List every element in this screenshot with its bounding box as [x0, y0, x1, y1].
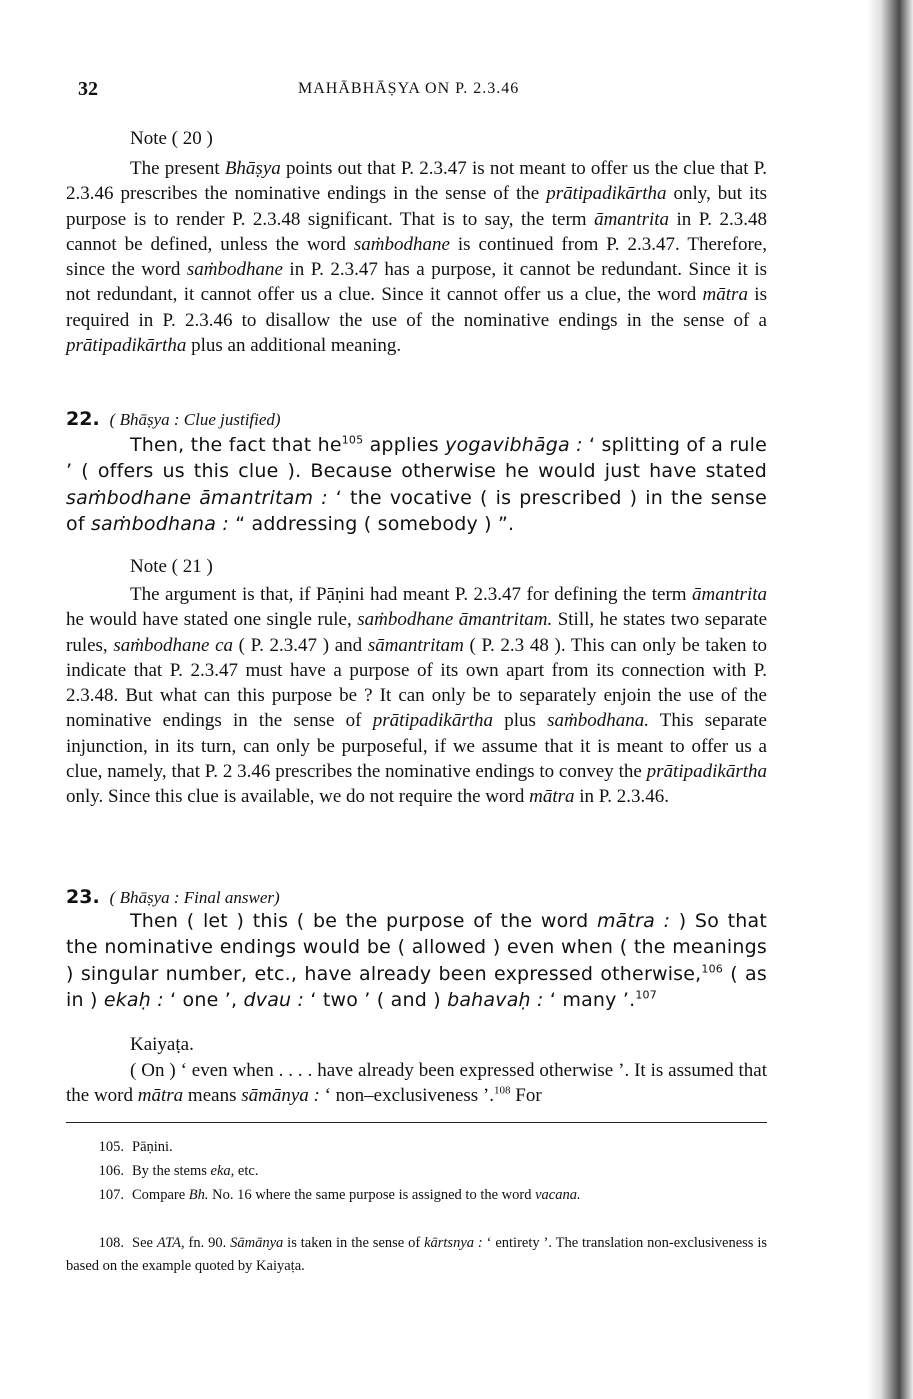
section-23-heading: [66, 886, 280, 908]
section-22-title: ( Bhāṣya : Clue justified): [109, 410, 281, 429]
page-header: [78, 78, 778, 106]
section-23-title: ( Bhāṣya : Final answer): [109, 888, 280, 907]
footnote-107: 107. Compare Bh. No. 16 where the same purpose is assigned to the word vacana.: [98, 1187, 581, 1203]
footnote-106: 106. By the stems eka, etc.: [98, 1163, 259, 1179]
section-22-paragraph: Then, the fact that $he^{105}$ applies yogavibhāga : ‘ splitting of a rule ’ ( offers us this clue ). Because otherwise he would just have stated saṁbodhane āmantritam : ‘ the vocative ( is prescribed ) in the sense of saṁbodhana : “ addressing ( somebody ) ”.: [66, 433, 767, 535]
note-21-paragraph: The argument is that, if Pāṇini had meant P. 2.3.47 for defining the term āmantrita he would have stated one single rule, saṁbodhane āmantritam. Still, he states two separate rules, saṁbodhane ca ( P. 2.3.47 ) and sāmantritam ( P. 2.3 48 ). This can only be taken to indicate that P. 2.3.47 must have a purpose of its own apart from its connection with P. 2.3.48. But what can this purpose be ? It can only be to separately enjoin the use of the nominative endings in the sense of prātipadikārtha plus saṁbodhana. This separate injunction, in its turn, can only be purposeful, if we assume that it is meant to offer us a clue, namely, that P. 2 3.46 prescribes the nominative endings to convey the prātipadikārtha only. Since this clue is available, we do not require the word mātra in P. 2.3.46.: [66, 584, 768, 808]
section-22-number: 22.: [66, 408, 100, 430]
note-20-paragraph: The present Bhāṣya points out that P. 2.3.47 is not meant to offer us the clue that P. 2.3.46 prescribes the nominative endings in the sense of the prātipadikārtha only, but its purpose is to render P. 2.3.48 significant. That is to say, the term āmantrita in P. 2.3.48 cannot be defined, unless the word saṁbodhane is continued from P. 2.3.47. Therefore, since the word saṁbodhane in P. 2.3.47 has a purpose, it cannot be redundant. Since it is not redundant, it cannot offer us a clue. Since it cannot offer us a clue, the word mātra is required in P. 2.3.46 to disallow the use of the nominative endings in the sense of a prātipadikārtha plus an additional meaning.: [66, 158, 767, 357]
page-number: 32: [78, 78, 98, 100]
note-20-label: Note ( 20 ): [130, 128, 213, 149]
running-head: MAHĀBHĀṢYA ON P. 2.3.46: [298, 80, 520, 97]
kaiyata-label: Kaiyaṭa.: [130, 1034, 194, 1055]
note-21-label: Note ( 21 ): [130, 556, 213, 577]
section-23-number: 23.: [66, 886, 100, 908]
footnote-108: 108. See ATA, fn. 90. Sāmānya is taken in the sense of kārtsnya : ‘ entirety ’. The translation non-exclusiveness is based on the example quoted by Kaiyaṭa.: [66, 1235, 767, 1274]
footnote-105: 105. Pāṇini.: [98, 1139, 173, 1155]
kaiyata-paragraph: ( On ) ‘ even when . . . . have already been expressed otherwise ’. It is assumed that the word mātra means sāmānya : ‘ non–exclusiveness ’.$^{108}$ For: [66, 1060, 767, 1107]
section-23-paragraph: Then ( let ) this ( be the purpose of the word mātra : ) So that the nominative endings would be ( allowed ) even when ( the meanings ) singular number, etc., have already been expressed otherwise,$^{106}$ ( as in ) ekaḥ : ‘ one ’, dvau : ‘ two ’ ( and ) bahavaḥ : ‘ many ’.$^{107}$: [66, 910, 767, 1011]
book-binding-shadow: [867, 0, 913, 1399]
footnote-divider: [66, 1122, 767, 1123]
section-22-heading: [66, 408, 281, 430]
